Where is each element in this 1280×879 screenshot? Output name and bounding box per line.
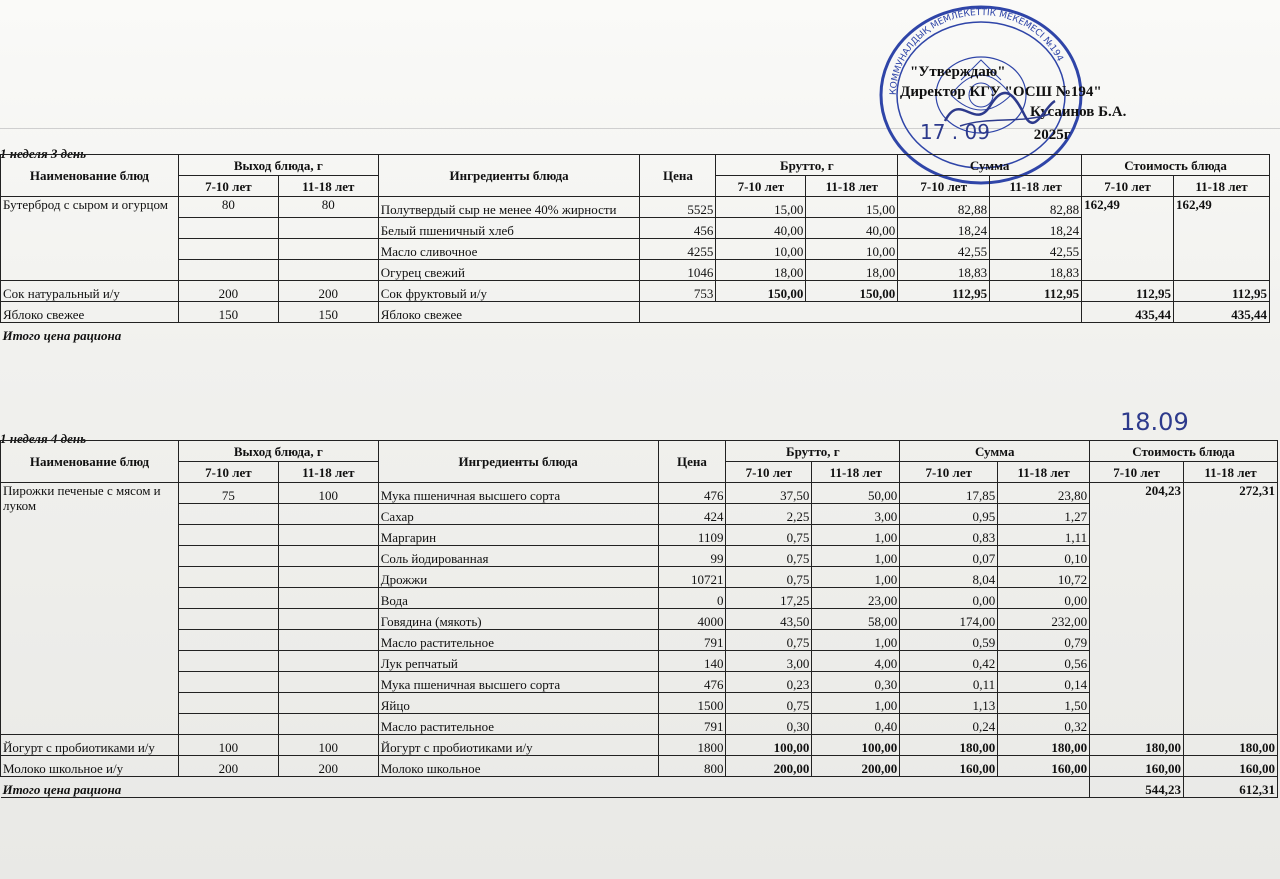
dish-name: Яблоко свежее <box>1 302 179 323</box>
dish-name: Молоко школьное и/у <box>1 756 179 777</box>
sum-age2: 1,11 <box>998 525 1090 546</box>
table-row <box>1 525 1278 546</box>
table-row <box>1 567 1278 588</box>
ingredient-name: Мука пшеничная высшего сорта <box>378 483 658 504</box>
sum-age1: 0,11 <box>900 672 998 693</box>
ingredient-price: 456 <box>640 218 716 239</box>
ingredient-name: Полутвердый сыр не менее 40% жирности <box>378 197 640 218</box>
sum-age1: 112,95 <box>898 281 990 302</box>
gross-age1: 100,00 <box>726 735 812 756</box>
sum-age1: 17,85 <box>900 483 998 504</box>
sum-age2: 160,00 <box>998 756 1090 777</box>
header-output: Выход блюда, г <box>178 441 378 462</box>
gross-age2: 0,40 <box>812 714 900 735</box>
gross-age2: 3,00 <box>812 504 900 525</box>
dish-output-age2: 100 <box>278 735 378 756</box>
approval-signer: Кусаинов Б.А. <box>1030 104 1127 120</box>
sum-age2: 0,00 <box>998 588 1090 609</box>
ingredient-name: Маргарин <box>378 525 658 546</box>
ingredient-name: Масло растительное <box>378 714 658 735</box>
gross-age2: 10,00 <box>806 239 898 260</box>
gross-age1: 15,00 <box>716 197 806 218</box>
gross-age1: 0,30 <box>726 714 812 735</box>
total-label: Итого цена рациона <box>2 328 122 343</box>
dish-cost-age1: 204,23 <box>1090 483 1184 735</box>
dish-output-age1: 150 <box>178 302 278 323</box>
table-row <box>1 302 1270 323</box>
sum-age1: 0,95 <box>900 504 998 525</box>
ingredient-price: 99 <box>658 546 726 567</box>
empty-cell <box>178 504 278 525</box>
dish-cost-age1: 160,00 <box>1090 756 1184 777</box>
ingredient-name: Молоко школьное <box>378 756 658 777</box>
table-row <box>1 756 1278 777</box>
total-label: Итого цена рациона <box>1 777 1090 798</box>
ingredient-price: 791 <box>658 714 726 735</box>
gross-age1: 0,75 <box>726 630 812 651</box>
ingredient-name: Мука пшеничная высшего сорта <box>378 672 658 693</box>
ingredient-price: 753 <box>640 281 716 302</box>
dish-output-age2: 150 <box>278 302 378 323</box>
day4-menu-table <box>0 440 1278 798</box>
dish-output-age1: 80 <box>178 197 278 218</box>
dish-output-age2: 80 <box>278 197 378 218</box>
dish-cost-age1: 112,95 <box>1082 281 1174 302</box>
sum-age1: 174,00 <box>900 609 998 630</box>
table-row <box>1 239 1270 260</box>
ingredient-price: 1800 <box>658 735 726 756</box>
approval-line1: "Утверждаю" <box>910 64 1006 80</box>
gross-age2: 1,00 <box>812 693 900 714</box>
ingredient-name: Сахар <box>378 504 658 525</box>
ingredient-name: Говядина (мякоть) <box>378 609 658 630</box>
table-row <box>1 218 1270 239</box>
table-row <box>1 197 1270 218</box>
day4-title: 1 неделя 4 день <box>0 431 87 446</box>
header-out-age2: 11-18 лет <box>278 176 378 197</box>
sum-age2: 0,10 <box>998 546 1090 567</box>
header-ingredients: Ингредиенты блюда <box>378 441 658 483</box>
empty-cell <box>278 567 378 588</box>
table-row <box>1 609 1278 630</box>
gross-age1: 40,00 <box>716 218 806 239</box>
dish-cost-age1: 180,00 <box>1090 735 1184 756</box>
empty-cell <box>278 693 378 714</box>
table-row <box>1 693 1278 714</box>
table-row <box>1 483 1278 504</box>
gross-age1: 43,50 <box>726 609 812 630</box>
header-dish: Наименование блюд <box>1 155 179 197</box>
dish-cost-age1: 162,49 <box>1082 197 1174 281</box>
empty-cell <box>178 630 278 651</box>
svg-text:КОММУНАЛДЫҚ МЕМЛЕКЕТТІК МЕКЕМЕ: КОММУНАЛДЫҚ МЕМЛЕКЕТТІК МЕКЕМЕСІ №194 <box>888 7 1065 96</box>
sum-age1: 18,83 <box>898 260 990 281</box>
table-row <box>1 735 1278 756</box>
table-row <box>1 630 1278 651</box>
header-sum-age1: 7-10 лет <box>900 462 998 483</box>
dish-cost-age2: 160,00 <box>1184 756 1278 777</box>
sum-age2: 42,55 <box>990 239 1082 260</box>
ingredient-name: Йогурт с пробиотиками и/у <box>378 735 658 756</box>
gross-age2: 1,00 <box>812 567 900 588</box>
ingredient-price: 476 <box>658 672 726 693</box>
dish-output-age1: 200 <box>178 281 278 302</box>
header-price: Цена <box>658 441 726 483</box>
empty-cell <box>178 714 278 735</box>
empty-cell <box>178 588 278 609</box>
header-sum-age1: 7-10 лет <box>898 176 990 197</box>
header-gross: Брутто, г <box>726 441 900 462</box>
gross-age1: 0,75 <box>726 567 812 588</box>
ingredient-price: 0 <box>658 588 726 609</box>
gross-age1: 17,25 <box>726 588 812 609</box>
header-sum: Сумма <box>900 441 1090 462</box>
header-cost: Стоимость блюда <box>1082 155 1270 176</box>
ingredient-price: 1046 <box>640 260 716 281</box>
sum-age1: 0,24 <box>900 714 998 735</box>
header-gross-age1: 7-10 лет <box>716 176 806 197</box>
ingredient-price: 4000 <box>658 609 726 630</box>
header-ingredients: Ингредиенты блюда <box>378 155 640 197</box>
ingredient-price: 5525 <box>640 197 716 218</box>
dish-cost-age2: 272,31 <box>1184 483 1278 735</box>
sum-age1: 42,55 <box>898 239 990 260</box>
sum-age2: 0,56 <box>998 651 1090 672</box>
sum-age2: 0,79 <box>998 630 1090 651</box>
header-cost: Стоимость блюда <box>1090 441 1278 462</box>
ingredient-price: 424 <box>658 504 726 525</box>
empty-cell <box>278 504 378 525</box>
dish-output-age1: 100 <box>178 735 278 756</box>
empty-cell <box>278 672 378 693</box>
table-row <box>1 651 1278 672</box>
header-sum: Сумма <box>898 155 1082 176</box>
ingredient-price: 4255 <box>640 239 716 260</box>
sum-age1: 0,59 <box>900 630 998 651</box>
header-out-age1: 7-10 лет <box>178 176 278 197</box>
ingredient-price: 1109 <box>658 525 726 546</box>
sum-age2: 23,80 <box>998 483 1090 504</box>
dish-output-age1: 75 <box>178 483 278 504</box>
dish-name: Йогурт с пробиотиками и/у <box>1 735 179 756</box>
other-dishes <box>1 735 1278 777</box>
ingredient-name: Масло растительное <box>378 630 658 651</box>
empty-cell <box>178 672 278 693</box>
header-sum-age2: 11-18 лет <box>990 176 1082 197</box>
table-row <box>1 714 1278 735</box>
ingredient-price: 140 <box>658 651 726 672</box>
total-row <box>1 323 1270 344</box>
empty-cell <box>278 714 378 735</box>
gross-age2: 18,00 <box>806 260 898 281</box>
ingredient-name: Яблоко свежее <box>378 302 640 323</box>
table-row <box>1 546 1278 567</box>
gross-age2: 15,00 <box>806 197 898 218</box>
gross-age1: 200,00 <box>726 756 812 777</box>
empty-cell <box>278 630 378 651</box>
sum-age1: 0,42 <box>900 651 998 672</box>
sum-age1: 180,00 <box>900 735 998 756</box>
gross-age1: 37,50 <box>726 483 812 504</box>
dish-name: Бутерброд с сыром и огурцом <box>1 197 179 281</box>
ingredient-name: Вода <box>378 588 658 609</box>
sum-age2: 180,00 <box>998 735 1090 756</box>
day3-menu-table <box>0 154 1270 343</box>
sum-age1: 1,13 <box>900 693 998 714</box>
header-output: Выход блюда, г <box>178 155 378 176</box>
dish-cost-age2: 112,95 <box>1174 281 1270 302</box>
sum-age2: 10,72 <box>998 567 1090 588</box>
table-row <box>1 672 1278 693</box>
header-dish: Наименование блюд <box>1 441 179 483</box>
total-age2: 612,31 <box>1184 777 1278 798</box>
gross-age2: 4,00 <box>812 651 900 672</box>
sum-age2: 82,88 <box>990 197 1082 218</box>
ingredient-name: Соль йодированная <box>378 546 658 567</box>
gross-age2: 0,30 <box>812 672 900 693</box>
sum-age2: 112,95 <box>990 281 1082 302</box>
header-gross-age2: 11-18 лет <box>812 462 900 483</box>
gross-age1: 2,25 <box>726 504 812 525</box>
dish-cost-age2: 162,49 <box>1174 197 1270 281</box>
sum-age2: 18,83 <box>990 260 1082 281</box>
empty-cell <box>178 693 278 714</box>
gross-age1: 10,00 <box>716 239 806 260</box>
ingredient-name: Яйцо <box>378 693 658 714</box>
sum-age1: 18,24 <box>898 218 990 239</box>
gross-age2: 50,00 <box>812 483 900 504</box>
ingredient-price: 800 <box>658 756 726 777</box>
gross-age1: 0,23 <box>726 672 812 693</box>
sum-age1: 0,00 <box>900 588 998 609</box>
table-row <box>1 260 1270 281</box>
total-age2: 435,44 <box>1174 302 1270 323</box>
dish-output-age2: 200 <box>278 756 378 777</box>
sum-age1: 0,07 <box>900 546 998 567</box>
gross-age2: 40,00 <box>806 218 898 239</box>
empty-cell <box>278 651 378 672</box>
header-cost-age2: 11-18 лет <box>1184 462 1278 483</box>
ingredient-price: 10721 <box>658 567 726 588</box>
sum-age1: 82,88 <box>898 197 990 218</box>
gross-age2: 23,00 <box>812 588 900 609</box>
gross-age2: 150,00 <box>806 281 898 302</box>
table-row <box>1 588 1278 609</box>
sum-age2: 1,50 <box>998 693 1090 714</box>
header-price: Цена <box>640 155 716 197</box>
empty-cell <box>178 546 278 567</box>
empty-cell <box>278 546 378 567</box>
gross-age1: 0,75 <box>726 693 812 714</box>
total-row <box>1 777 1278 798</box>
gross-age2: 58,00 <box>812 609 900 630</box>
gross-age2: 200,00 <box>812 756 900 777</box>
ingredient-name: Огурец свежий <box>378 260 640 281</box>
sum-age2: 18,24 <box>990 218 1082 239</box>
gross-age2: 1,00 <box>812 525 900 546</box>
dish-cost-age2: 180,00 <box>1184 735 1278 756</box>
ingredient-name: Лук репчатый <box>378 651 658 672</box>
empty-cell <box>278 588 378 609</box>
header-cost-age1: 7-10 лет <box>1090 462 1184 483</box>
ingredient-price: 791 <box>658 630 726 651</box>
dish-output-age2: 200 <box>278 281 378 302</box>
total-age1: 544,23 <box>1090 777 1184 798</box>
gross-age1: 3,00 <box>726 651 812 672</box>
dish-output-age1: 200 <box>178 756 278 777</box>
handwritten-date: 18.09 <box>1120 408 1189 436</box>
sum-age2: 0,14 <box>998 672 1090 693</box>
table-row <box>1 281 1270 302</box>
dish-name: Пирожки печеные с мясом и луком <box>1 483 179 735</box>
sum-age1: 160,00 <box>900 756 998 777</box>
approval-year: 2025г <box>1033 127 1071 143</box>
day3-title: 1 неделя 3 день <box>0 146 87 161</box>
ingredient-name: Сок фруктовый и/у <box>378 281 640 302</box>
gross-age1: 0,75 <box>726 525 812 546</box>
ingredient-name: Дрожжи <box>378 567 658 588</box>
sum-age1: 8,04 <box>900 567 998 588</box>
sum-age1: 0,83 <box>900 525 998 546</box>
director-signature <box>940 86 1060 136</box>
gross-age2: 1,00 <box>812 630 900 651</box>
ingredient-name: Белый пшеничный хлеб <box>378 218 640 239</box>
sum-age2: 0,32 <box>998 714 1090 735</box>
sum-age2: 232,00 <box>998 609 1090 630</box>
ingredient-name: Масло сливочное <box>378 239 640 260</box>
ingredient-price: 476 <box>658 483 726 504</box>
pie-ingredients <box>1 483 1278 735</box>
empty-cell <box>178 651 278 672</box>
gross-age1: 18,00 <box>716 260 806 281</box>
empty-cell <box>278 525 378 546</box>
dish-output-age2: 100 <box>278 483 378 504</box>
total-age1: 435,44 <box>1082 302 1174 323</box>
empty-cell <box>278 609 378 630</box>
header-cost-age1: 7-10 лет <box>1082 176 1174 197</box>
sum-age2: 1,27 <box>998 504 1090 525</box>
gross-age2: 100,00 <box>812 735 900 756</box>
table-row <box>1 504 1278 525</box>
approval-line2: Директор КГУ "ОСШ №194" <box>900 84 1102 100</box>
empty-cell <box>178 567 278 588</box>
header-gross-age1: 7-10 лет <box>726 462 812 483</box>
empty-cell <box>178 609 278 630</box>
header-out-age2: 11-18 лет <box>278 462 378 483</box>
header-gross: Брутто, г <box>716 155 898 176</box>
header-cost-age2: 11-18 лет <box>1174 176 1270 197</box>
header-out-age1: 7-10 лет <box>178 462 278 483</box>
header-gross-age2: 11-18 лет <box>806 176 898 197</box>
empty-cell <box>178 525 278 546</box>
dish-name: Сок натуральный и/у <box>1 281 179 302</box>
approval-date-handwritten: 17 . 09 <box>920 120 990 144</box>
gross-age1: 150,00 <box>716 281 806 302</box>
gross-age1: 0,75 <box>726 546 812 567</box>
header-sum-age2: 11-18 лет <box>998 462 1090 483</box>
gross-age2: 1,00 <box>812 546 900 567</box>
ingredient-price: 1500 <box>658 693 726 714</box>
